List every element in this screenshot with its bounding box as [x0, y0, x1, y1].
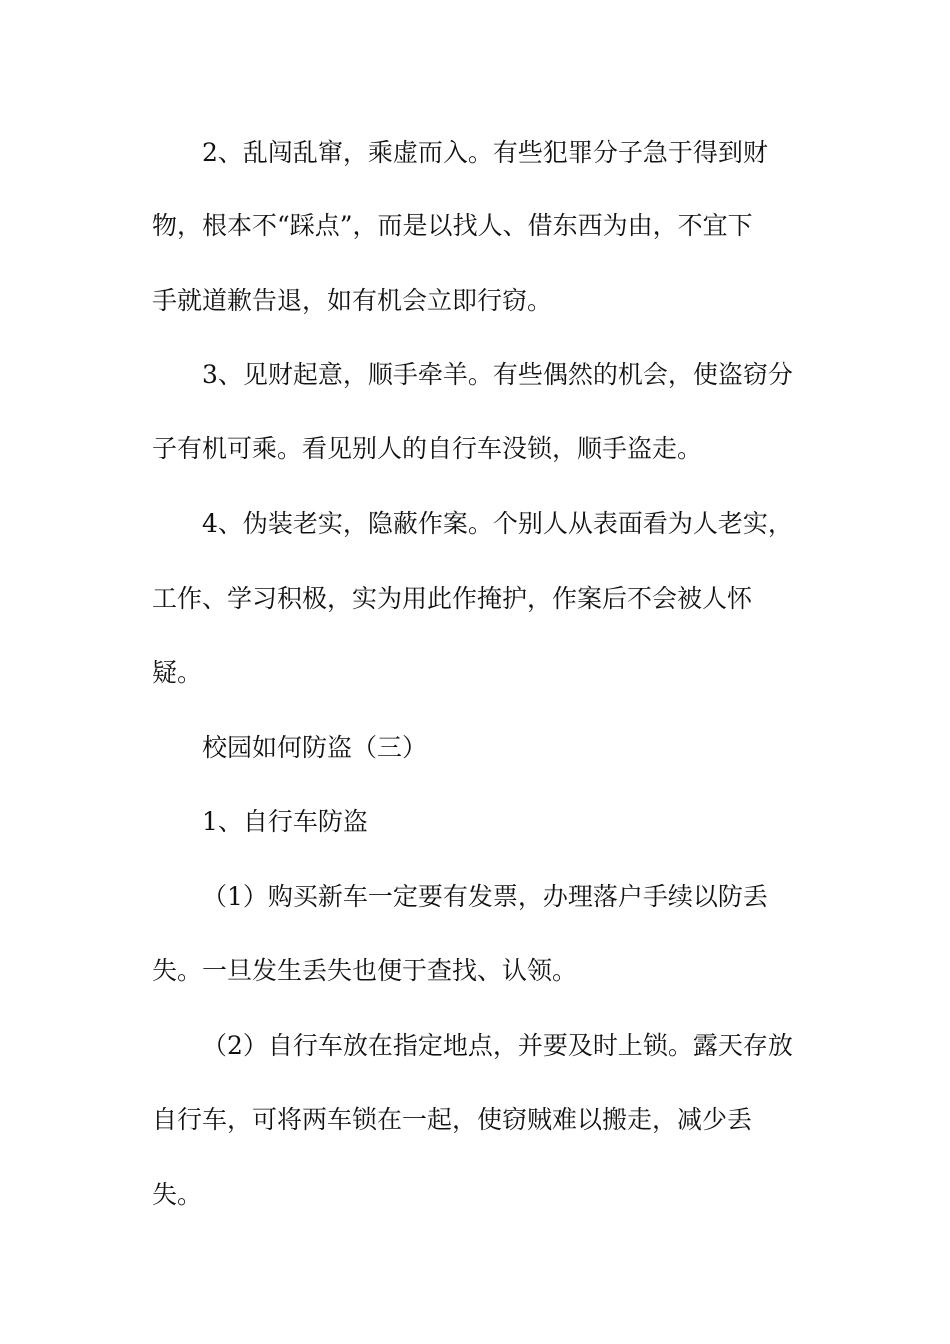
paragraph-2-line-2: 物，根本不“踩点”，而是以找人、借东西为由，不宜下 [152, 211, 753, 240]
paragraph-4-line-3: 疑。 [152, 658, 203, 687]
paragraph-4-line-2: 工作、学习积极，实为用此作掩护，作案后不会被人怀 [152, 584, 753, 613]
paragraph-3-line-2: 子有机可乘。看见别人的自行车没锁，顺手盗走。 [152, 434, 703, 463]
item-2-line-1: （2）自行车放在指定地点，并要及时上锁。露天存放 [202, 1031, 793, 1060]
paragraph-4-line-1: 4、伪装老实，隐蔽作案。个别人从表面看为人老实， [202, 509, 793, 538]
item-2-line-3: 失。 [152, 1180, 203, 1209]
paragraph-2-line-3: 手就道歉告退，如有机会立即行窃。 [152, 286, 553, 315]
paragraph-2-line-1: 2、乱闯乱窜，乘虚而入。有些犯罪分子急于得到财 [202, 138, 768, 167]
section-heading: 校园如何防盗（三） [202, 733, 428, 762]
paragraph-3-line-1: 3、见财起意，顺手牵羊。有些偶然的机会，使盗窃分 [202, 360, 793, 389]
subsection-heading: 1、自行车防盗 [202, 807, 368, 836]
item-1-line-1: （1）购买新车一定要有发票，办理落户手续以防丢 [202, 882, 768, 911]
item-1-line-2: 失。一旦发生丢失也便于查找、认领。 [152, 956, 578, 985]
item-2-line-2: 自行车，可将两车锁在一起，使窃贼难以搬走，减少丢 [152, 1105, 753, 1134]
